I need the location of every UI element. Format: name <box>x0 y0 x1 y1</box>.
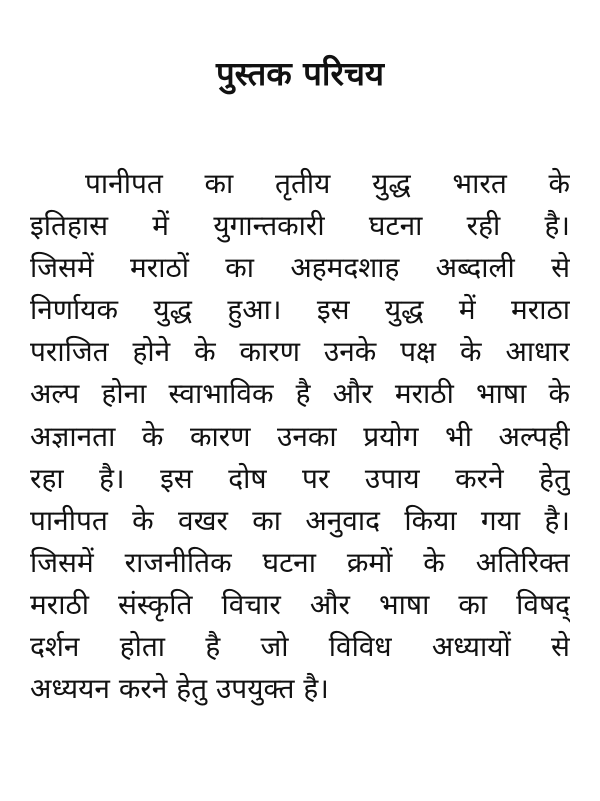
paragraph-line: अल्प होना स्वाभाविक है और मराठी भाषा के <box>30 377 570 411</box>
paragraph-line: अज्ञानता के कारण उनका प्रयोग भी अल्पही <box>30 419 570 453</box>
introduction-paragraph <box>30 163 570 710</box>
paragraph-line: जिसमें मराठों का अहमदशाह अब्दाली से <box>30 251 570 285</box>
paragraph-line: पानीपत के वखर का अनुवाद किया गया है। <box>30 503 570 537</box>
page-title: पुस्तक परिचय <box>215 54 385 93</box>
paragraph-line: इतिहास में युगान्तकारी घटना रही है। <box>30 209 570 243</box>
paragraph-line: जिसमें राजनीतिक घटना क्रमों के अतिरिक्त <box>30 545 570 579</box>
paragraph-line: पराजित होने के कारण उनके पक्ष के आधार <box>30 335 570 369</box>
paragraph-line: दर्शन होता है जो विविध अध्यायों से <box>30 630 570 664</box>
paragraph-line: निर्णायक युद्ध हुआ। इस युद्ध में मराठा <box>30 293 570 327</box>
paragraph-line: अध्ययन करने हेतु उपयुक्त है। <box>30 672 329 706</box>
paragraph-line: पानीपत का तृतीय युद्ध भारत के <box>85 167 570 200</box>
paragraph-line: मराठी संस्कृति विचार और भाषा का विषद् <box>30 587 570 621</box>
paragraph-line: रहा है। इस दोष पर उपाय करने हेतु <box>30 461 570 495</box>
